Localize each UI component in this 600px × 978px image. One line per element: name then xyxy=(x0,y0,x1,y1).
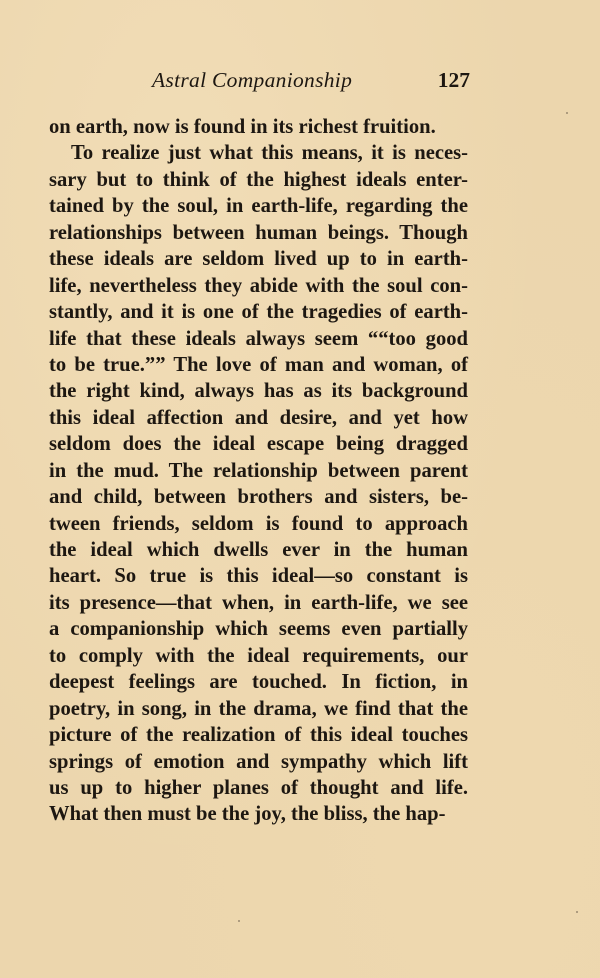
text-line: picture of the realization of this ideal touches xyxy=(49,724,468,747)
text-line: deepest feelings are touched. In fiction, in xyxy=(49,671,468,694)
text-line: a companionship which seems even partially xyxy=(49,618,468,641)
text-line: on earth, now is found in its richest fruition. xyxy=(49,116,436,138)
text-line: stantly, and it is one of the tragedies of earth- xyxy=(49,301,468,324)
text-line: and child, between brothers and sisters, be- xyxy=(49,486,468,509)
paper-speck xyxy=(238,920,240,922)
text-line: its presence—that when, in earth-life, we see xyxy=(49,591,468,614)
text-line: seldom does the ideal escape being dragged xyxy=(49,433,468,456)
text-line: to be true.”” The love of man and woman, of xyxy=(49,353,468,376)
text-line: tained by the soul, in earth-life, regarding the xyxy=(49,195,468,218)
text-line: What then must be the joy, the bliss, the hap- xyxy=(49,803,446,826)
text-line: us up to higher planes of thought and life. xyxy=(49,776,468,799)
paper-speck xyxy=(566,112,568,114)
text-line: the right kind, always has as its background xyxy=(49,380,468,403)
text-line: life that these ideals always seem ““too good xyxy=(49,327,468,350)
text-line: springs of emotion and sympathy which lift xyxy=(49,750,468,773)
text-line: to comply with the ideal requirements, our xyxy=(49,644,468,667)
text-line: the ideal which dwells ever in the human xyxy=(49,539,468,561)
text-line: relationships between human beings. Though xyxy=(49,221,468,244)
paper-speck xyxy=(576,911,578,913)
text-line: tween friends, seldom is found to approach xyxy=(49,512,468,535)
text-line: these ideals are seldom lived up to in earth- xyxy=(49,248,468,271)
text-line: To realize just what this means, it is neces- xyxy=(71,142,468,165)
text-line: in the mud. The relationship between parent xyxy=(49,459,468,482)
page-number: 127 xyxy=(437,68,470,92)
running-title: Astral Companionship xyxy=(152,68,353,92)
running-head xyxy=(152,68,470,98)
text-line: sary but to think of the highest ideals enter- xyxy=(49,168,468,191)
body-text xyxy=(49,114,468,828)
text-line: poetry, in song, in the drama, we find that the xyxy=(49,697,468,720)
text-line: life, nevertheless they abide with the soul con- xyxy=(49,274,468,297)
text-line: heart. So true is this ideal—so constant is xyxy=(49,565,468,588)
text-line: this ideal affection and desire, and yet how xyxy=(49,406,468,429)
